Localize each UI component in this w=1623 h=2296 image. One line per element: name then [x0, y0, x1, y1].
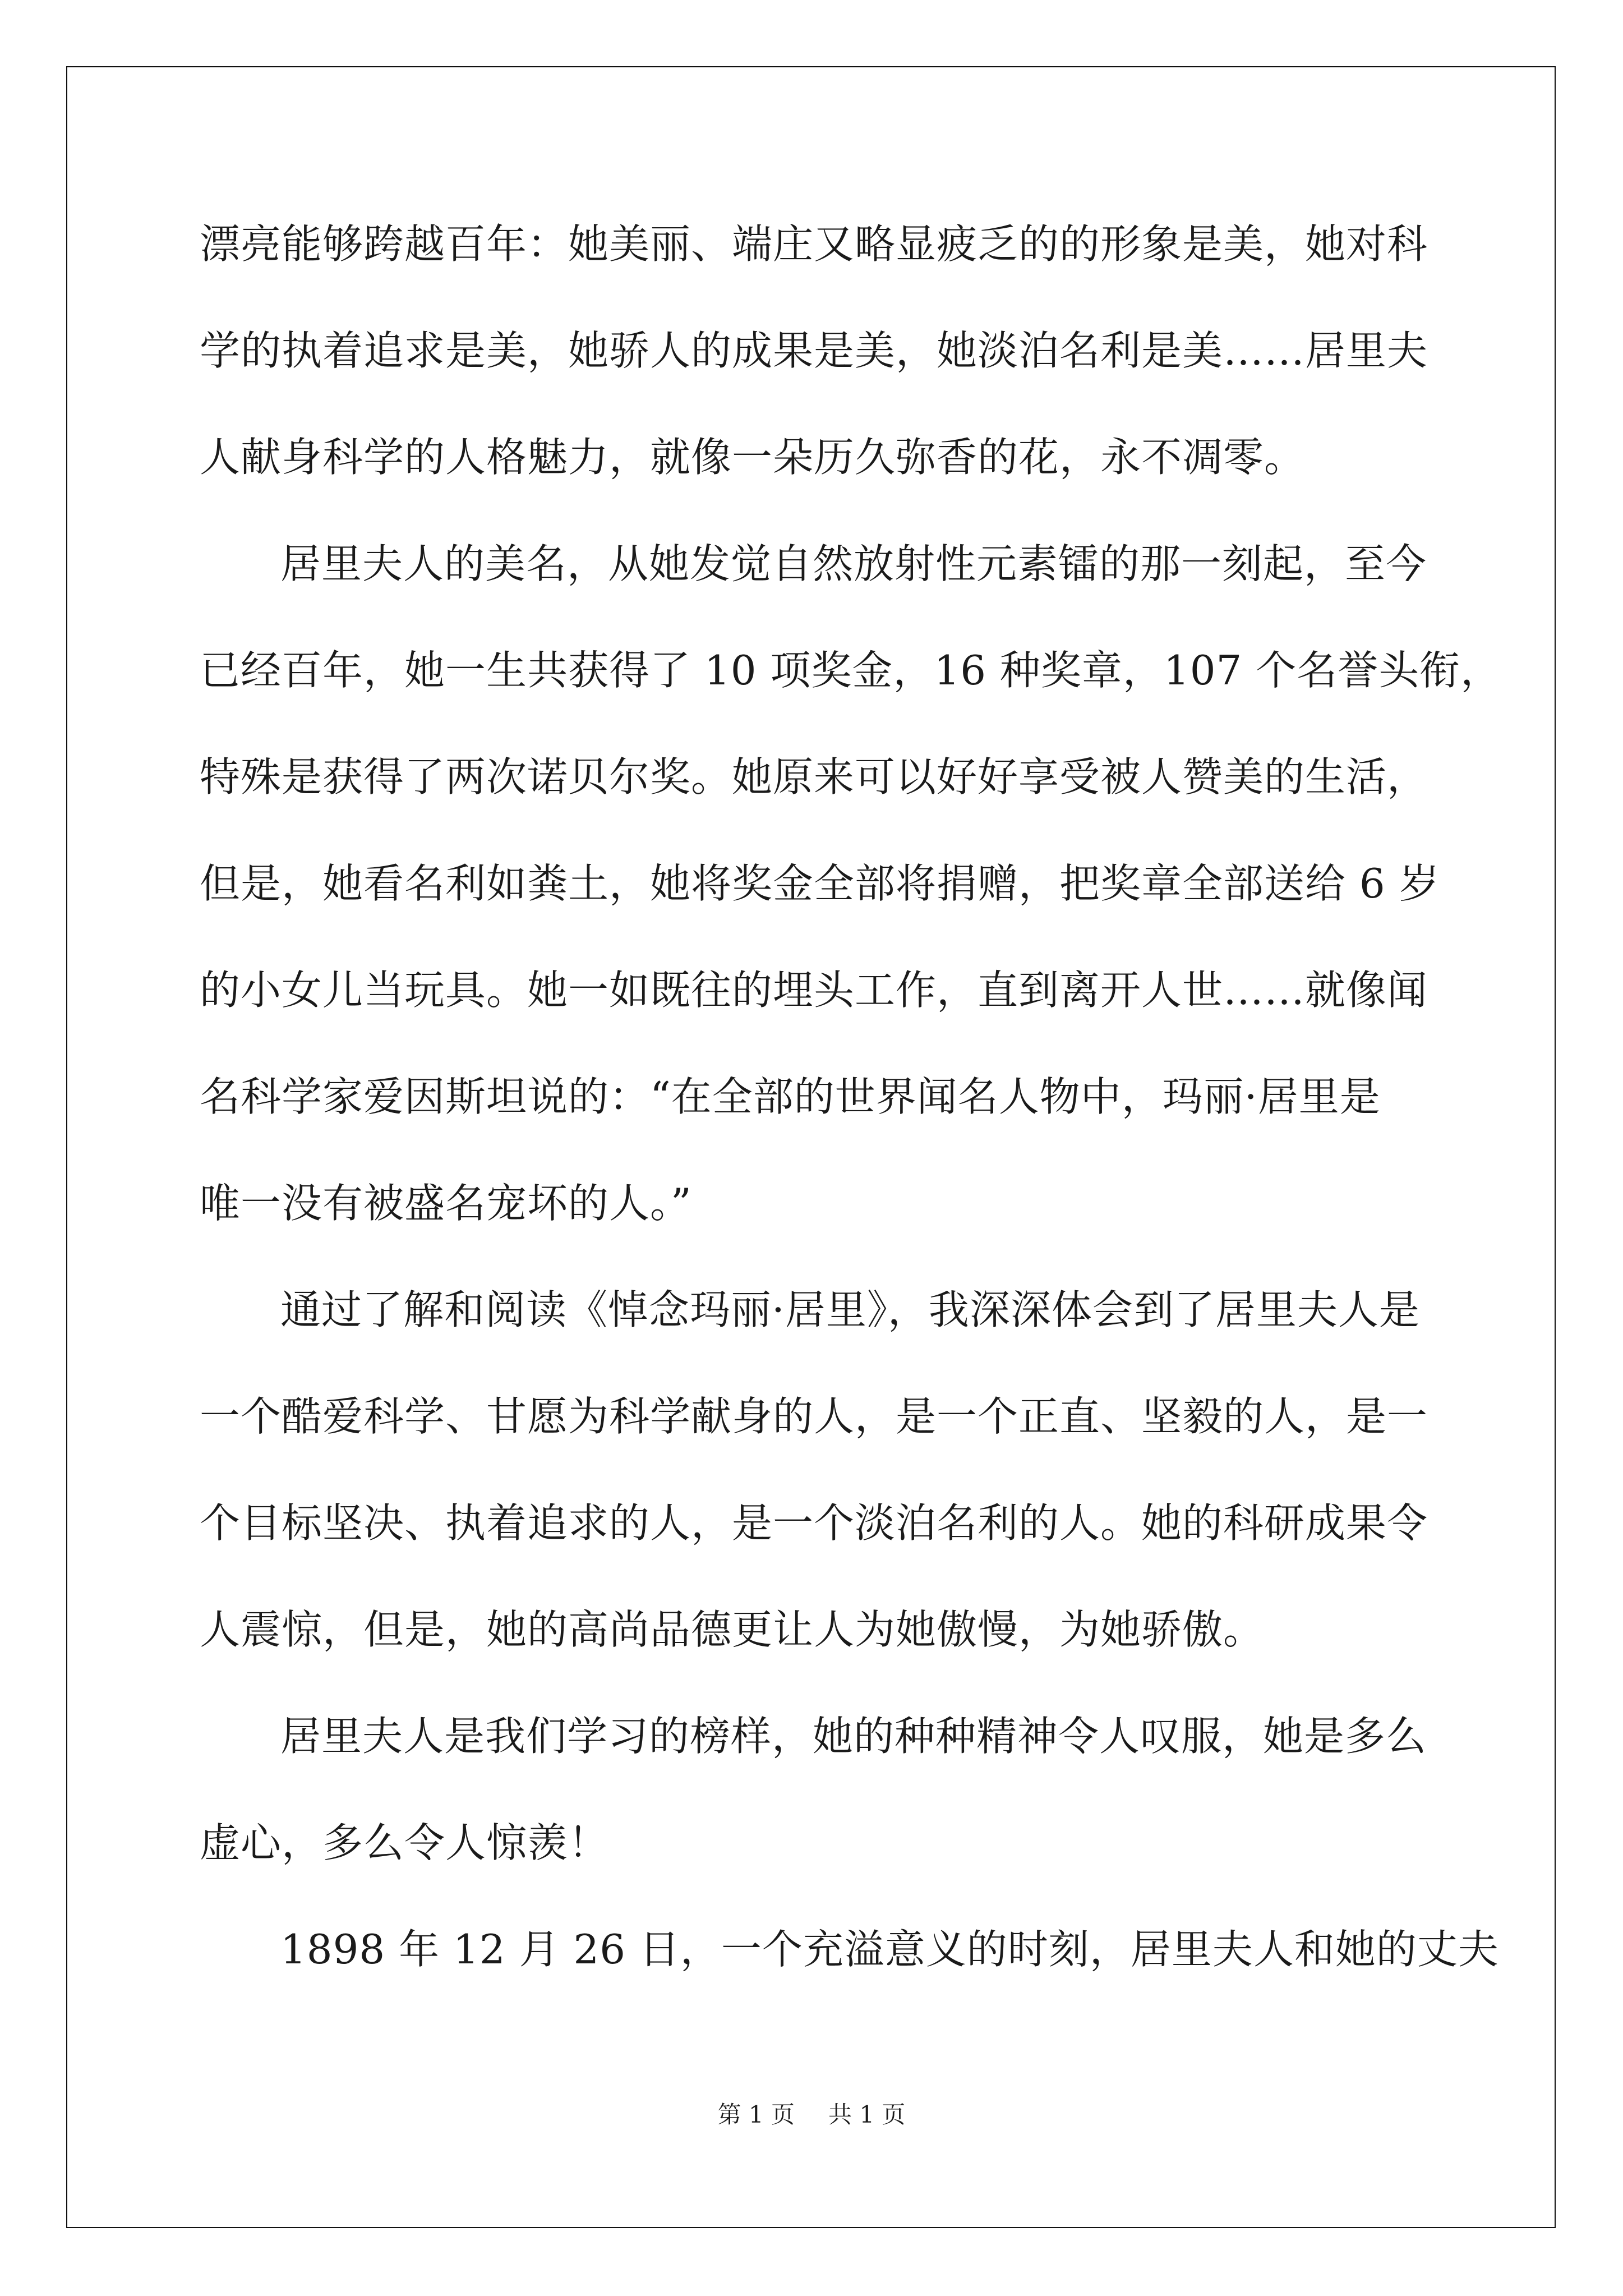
text-line: 个目标坚决、执着追求的人，是一个淡泊名利的人。她的科研成果令	[200, 1499, 1428, 1547]
text-line: 漂亮能够跨越百年：她美丽、端庄又略显疲乏的的形象是美，她对科	[200, 220, 1428, 268]
text-line: 已经百年，她一生共获得了 10 项奖金，16 种奖章，107 个名誉头衔，	[200, 647, 1502, 694]
text-line: 人献身科学的人格魅力，就像一朵历久弥香的花，永不凋零。	[200, 434, 1306, 481]
paragraph-start-line: 通过了解和阅读《悼念玛丽·居里》，我深深体会到了居里夫人是	[280, 1286, 1420, 1333]
page-number: 第 1 页	[717, 2101, 795, 2128]
text-line: 一个酷爱科学、甘愿为科学献身的人，是一个正直、坚毅的人，是一	[200, 1393, 1428, 1440]
text-line: 特殊是获得了两次诺贝尔奖。她原来可以好好享受被人赞美的生活，	[200, 753, 1428, 800]
text-line: 的小女儿当玩具。她一如既往的埋头工作，直到离开人世……就像闻	[200, 967, 1428, 1014]
text-line: 但是，她看名利如粪土，她将奖金全部将捐赠，把奖章全部送给 6 岁	[200, 860, 1440, 907]
page-border	[66, 66, 1556, 2228]
paragraph-start-line: 居里夫人是我们学习的榜样，她的种种精神令人叹服，她是多么	[280, 1713, 1427, 1760]
page-footer	[0, 2098, 1623, 2132]
paragraph-start-line: 居里夫人的美名，从她发觉自然放射性元素镭的那一刻起，至今	[280, 540, 1427, 587]
page-total: 共 1 页	[828, 2101, 906, 2128]
text-line: 人震惊，但是，她的高尚品德更让人为她傲慢，为她骄傲。	[200, 1606, 1265, 1653]
text-line: 学的执着追求是美，她骄人的成果是美，她淡泊名利是美……居里夫	[200, 327, 1428, 374]
text-line: 唯一没有被盛名宠坏的人。”	[200, 1180, 692, 1227]
paragraph-start-line: 1898 年 12 月 26 日，一个充溢意义的时刻，居里夫人和她的丈夫	[280, 1926, 1499, 1973]
text-line: 名科学家爱因斯坦说的：“在全部的世界闻名人物中，玛丽·居里是	[200, 1073, 1381, 1120]
text-line: 虚心，多么令人惊羡！	[200, 1819, 610, 1866]
